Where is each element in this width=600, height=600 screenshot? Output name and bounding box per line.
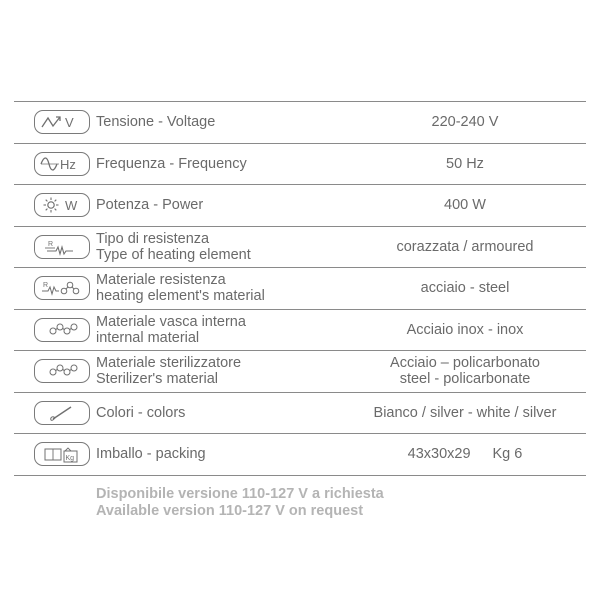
spec-value-line: 220-240 V (431, 114, 499, 131)
heating-element-material-icon (34, 276, 90, 300)
spec-label-line: Materiale vasca interna (96, 313, 246, 330)
spec-value (344, 434, 586, 475)
spec-label (96, 185, 326, 226)
spec-value (344, 227, 586, 268)
frequency-icon (34, 152, 90, 176)
spec-value-line: steel - policarbonate (399, 371, 531, 388)
heating-element-material-icon-label: R (43, 282, 49, 290)
packing-dimensions: 43x30x29 (407, 446, 471, 463)
voltage-icon (34, 110, 90, 134)
spec-value-line: acciaio - steel (420, 280, 510, 297)
packing-values (408, 446, 523, 462)
spec-label (96, 102, 326, 143)
spec-label-line: heating element's material (96, 288, 265, 305)
spec-row-heating-element-material (14, 268, 586, 310)
spec-label (96, 310, 326, 351)
spec-value (344, 268, 586, 309)
spec-label-line: Sterilizer's material (96, 371, 219, 388)
spec-value (344, 393, 586, 434)
spec-label-line: Frequenza - Frequency (96, 155, 247, 172)
power-icon (34, 193, 90, 217)
spec-label-line: Type of heating element (96, 246, 251, 263)
frequency-icon-label: Hz (60, 156, 76, 172)
tank-material-icon (34, 318, 90, 342)
spec-label (96, 227, 326, 268)
spec-row-sterilizer-material (14, 351, 586, 393)
spec-value (344, 185, 586, 226)
spec-row-power (14, 185, 586, 227)
spec-label (96, 434, 326, 475)
power-icon-label: W (65, 198, 78, 214)
spec-row-heating-element-type (14, 227, 586, 269)
availability-note-italian: Disponibile versione 110-127 V a richiesta (96, 486, 384, 502)
availability-note-english: Available version 110-127 V on request (96, 503, 364, 519)
spec-label-line: Imballo - packing (96, 446, 206, 463)
spec-label-line: Tipo di resistenza (96, 230, 210, 247)
sterilizer-material-icon (34, 359, 90, 383)
spec-label-line: Materiale resistenza (96, 272, 226, 289)
spec-value (344, 310, 586, 351)
spec-row-tank-material (14, 310, 586, 352)
spec-value-line: Bianco / silver - white / silver (373, 404, 557, 421)
spec-label (96, 144, 326, 185)
spec-row-voltage (14, 102, 586, 144)
spec-row-frequency (14, 144, 586, 186)
spec-value (344, 351, 586, 392)
spec-label-line: Tensione - Voltage (96, 114, 216, 131)
spec-label-line: internal material (96, 329, 200, 346)
voltage-icon-label: V (65, 115, 74, 131)
spec-label (96, 351, 326, 392)
spec-value-line: corazzata / armoured (396, 238, 534, 255)
spec-value-line: 400 W (444, 197, 486, 214)
heating-element-icon (34, 235, 90, 259)
spec-value-line: Acciaio inox - inox (406, 321, 524, 338)
spec-label-line: Potenza - Power (96, 197, 204, 214)
spec-value (344, 144, 586, 185)
spec-label-line: Colori - colors (96, 404, 186, 421)
spec-label (96, 393, 326, 434)
brush-icon (34, 401, 90, 425)
heating-element-icon-label: R (48, 240, 54, 248)
spec-table (14, 101, 586, 476)
spec-row-colors (14, 393, 586, 435)
spec-row-packing (14, 434, 586, 476)
availability-note (96, 486, 384, 520)
spec-label (96, 268, 326, 309)
spec-value (344, 102, 586, 143)
spec-label-line: Materiale sterilizzatore (96, 355, 242, 372)
packing-icon-label: Kg (65, 455, 75, 463)
spec-value-line: Acciaio – policarbonato (390, 355, 540, 372)
packing-icon (34, 442, 90, 466)
spec-value-line: 50 Hz (446, 155, 484, 172)
packing-weight: Kg 6 (492, 446, 523, 463)
